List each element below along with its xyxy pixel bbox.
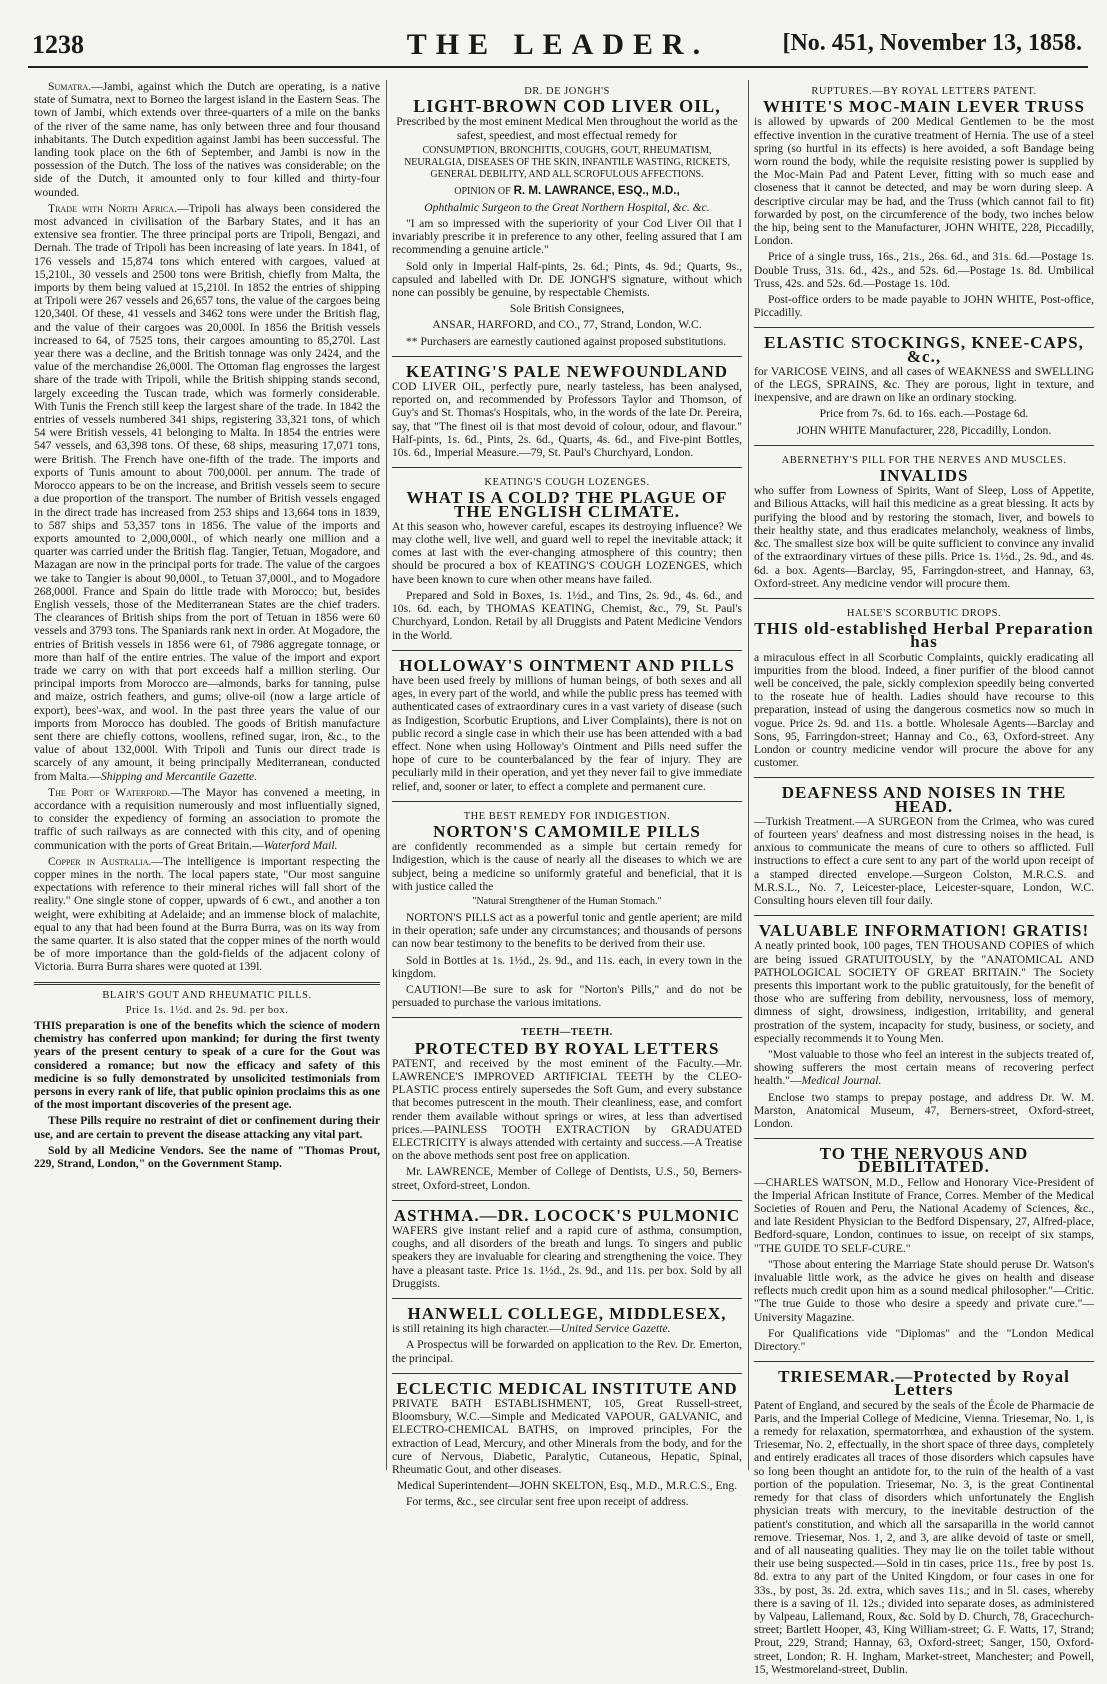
abernethy-title: INVALIDS [879,466,969,486]
ad-valuable-information [754,919,1094,1139]
ad-keating-oil [392,360,742,468]
eclectic-title: ECLECTIC MEDICAL INSTITUTE AND [396,1378,738,1398]
ad-keating-lozenges [392,471,742,650]
ruptures-body: is allowed by upwards of 200 Medical Gentlemen to be the most effective invention in the curative treatment of Hernia. The use of a steel spring (so hurtful in its effects) is here avoided, a soft Bandage being worn round the body, while the requisite resisting power is supplied by the Moc-Main Pad and Patent Lever, fitting with so much ease and closeness that it cannot be detected, and may be worn during sleep. A descriptive circular may be had, and the Truss (which cannot fail to fit) forwarded by post, on the circumference of the body, two inches below the hip, being sent to the Manufacturer, JOHN WHITE, 228, Piccadilly, London. [754,115,1094,248]
ad-dejongh [392,80,742,357]
ruptures-prices: Price of a single truss, 16s., 21s., 26s. 6d., and 31s. 6d.—Postage 1s. Double Truss, 31s. 6d., 42s., and 52s. 6d.—Postage 1s. 8d. Umbilical Truss, 42s. and 52s. 6d.—Postage 1s. 10d. [754,250,1094,290]
copper-heading: Copper in Australia. [48,854,152,868]
norton-sold: Sold in Bottles at 1s. 1½d., 2s. 9d., and 11s. each, in every town in the kingdom. [392,953,742,980]
norton-kicker: THE BEST REMEDY FOR INDIGESTION. [463,810,671,822]
dejongh-kicker: DR. DE JONGH'S [524,86,610,97]
halse-kicker: HALSE'S SCORBUTIC DROPS. [846,607,1002,619]
column-news [34,80,380,1470]
deafness-body: —Turkish Treatment.—A SURGEON from the Crimea, who was cured of fourteen years' deafness and most distressing noises in the head, is anxious to communicate the means of cure to others so afflicted. Full instructions to effect a cure sent to any part of the world upon receipt of a stamped directed envelope.—Surgeon Colston, M.R.C.S. and M.R.S.L., No. 7, Leicester-place, Leicester-square, London, W.C. Consulting hours eleven till four daily. [754,814,1094,907]
valuable-quote-text: "Most valuable to those who feel an interest in the subjects treated of, showing sufferers the most certain means of recovering perfect health."— [754,1048,1094,1088]
ruptures-title: WHITE'S MOC-MAIN LEVER TRUSS [763,97,1085,117]
nervous-qualifications: For Qualifications vide "Diplomas" and the "London Medical Directory." [754,1326,1094,1354]
copper-paragraph [34,855,380,974]
ruptures-orders: Post-office orders to be made payable to JOHN WHITE, Post-office, Piccadilly. [754,293,1094,320]
blair-text-3: Sold by all Medicine Vendors. See the name of "Thomas Prout, 229, Strand, London," on the Government Stamp. [34,1143,380,1171]
elastic-body: for VARICOSE VEINS, and all cases of WEAKNESS and SWELLING of the LEGS, SPRAINS, &c. They are porous, light in texture, and inexpensive, and are drawn on like an ordinary stocking. [754,364,1094,405]
keating-body: COD LIVER OIL, perfectly pure, nearly tasteless, has been analysed, reported on, and recommended by Professors Taylor and Thomson, of Guy's and St. Thomas's Hospitals, who, in the words of the late Dr. Pereira, say, that "The finest oil is that most devoid of colour, odour, and flavour." Half-pints, 1s. 6d., Pints, 2s. 6d., Quarts, 4s. 6d., and Five-pint Bottles, 10s. 6d., Imperial Measure.—79, St. Paul's Churchyard, London. [392,380,742,460]
triesemar-title: TRIESEMAR.—Protected by Royal Letters [778,1367,1070,1400]
dejongh-opinion-name: R. M. LAWRANCE, ESQ., M.D., [513,183,680,197]
dejongh-role: Ophthalmic Surgeon to the Great Northern Hospital, &c. &c. [424,200,710,214]
blair-price: Price 1s. 1½d. and 2s. 9d. per box. [125,1004,289,1016]
dejongh-opinion-label: OPINION OF [454,185,511,197]
waterford-text: —The Mayor has convened a meeting, in accordance with a requisition numerously and most influentially signed, to consider the expediency of forming an association to promote the traffic of such railways as are connected with this city, and of opening communication with the ports of Great Britain.— [34,785,381,852]
waterford-heading: The Port of Waterford. [48,785,171,799]
sumatra-paragraph [34,80,380,199]
page-number: 1238 [32,30,84,59]
teeth-address: Mr. LAWRENCE, Member of College of Dentists, U.S., 50, Berners-street, Oxford-street, London. [392,1165,742,1192]
valuable-body: A neatly printed book, 100 pages, TEN THOUSAND COPIES of which are being issued GRATUITOUSLY, by the "ANATOMICAL AND PATHOLOGICAL SOCIETY OF GREAT BRITAIN." The Society presents this important work to the public gratuitously, for the benefit of those who are suffering from debility, nervousness, loss of memory, dimness of sight, drowsiness, indigestion, irritability, and general prostration of the system, incapacity for study, business, or society, and especially recommends it to Young Men. [754,939,1094,1045]
eclectic-terms: For terms, &c., see circular sent free upon receipt of address. [406,1495,689,1509]
ad-asthma [392,1204,742,1299]
valuable-source: Medical Journal. [801,1074,882,1088]
issue-date: [No. 451, November 13, 1858. [782,30,1082,56]
norton-body: are confidently recommended as a simple but certain remedy for Indigestion, which is the cause of nearly all the diseases to which we are subject, being a medicine so uniformly grateful and beneficial, that it is with justice called the [392,840,742,893]
waterford-source: Waterford Mail. [263,838,338,852]
ad-holloway [392,654,742,802]
hanwell-text: is still retaining its high character.— [392,1322,561,1336]
elastic-price: Price from 7s. 6d. to 16s. each.—Postage 6d. [819,407,1029,421]
norton-body-2: NORTON'S PILLS act as a powerful tonic and gentle aperient; are mild in their operation; safe under any circumstances; and thousands of persons can now bear testimony to the benefits to be derived from their use. [392,910,742,951]
ad-nervous [754,1142,1094,1362]
asthma-title: ASTHMA.—DR. LOCOCK'S PULMONIC [393,1205,741,1225]
sumatra-text: —Jambi, against which the Dutch are operating, is a native state of Sumatra, next to Borneo the largest island in the Eastern Seas. The town of Jambi, which extends over three-quarters of a mile on the banks of the river of the same name, has only between three and four thousand inhabitants. The Dutch expedition against Jambi has been successful. The landing took place on the 6th of September, and Jambi is now in the possession of the Dutch. The loss of the natives was considerable; on the side of the Dutch, it amounted only to four killed and thirty-four wounded. [34,80,380,199]
ad-teeth [392,1021,742,1200]
lozenges-title: WHAT IS A COLD? THE PLAGUE OF THE ENGLISH CLIMATE. [406,488,728,521]
ad-norton [392,805,742,1019]
hanwell-body [392,1322,742,1335]
blair-text: THIS preparation is one of the benefits which the science of modern chemistry has conferred upon mankind; for during the first twenty years of the present century to speak of a cure for the Gout was considered a romance; but now the efficacy and safety of this medicine is so fully demonstrated by unsolicited testimonials from persons in every rank of life, that public opinion proclaims this as one of the most important discoveries of the present age. [34,1019,380,1112]
trade-heading: Trade with North Africa. [48,201,178,215]
trade-source: Shipping and Mercantile Gazette. [100,769,258,783]
holloway-title: HOLLOWAY'S OINTMENT AND PILLS [399,655,735,675]
trade-text: —Tripoli has always been considered the most advanced in civilisation of the Barbary States, and it has an extensive sea frontier. The three principal ports are Tripoli, Bengazi, and Dernah. The trade of Tripoli has been increasing of late years. In 1841, of 176 vessels and 15,874 tons which entered with cargoes, valued at 15,210l., 30 vessels and 2500 tons were British, chiefly from Malta, the imports by them being valued at 15,210l. In 1852 the entries of shipping at Tripoli were 267 vessels and 26,657 tons, the value of the cargoes being 120,340l. Of these, 41 vessels and 3462 tons were under the British flag, and the value of their cargoes was 20,000l. In 1856 the British vessels increased to 64, of 7525 tons, their cargoes amounting to 85,270l. Last year there was a decline, and the British tonnage was only 2424, and the value of the merchandise 26,000l. The Ottoman flag engrosses the largest share of the trade with Tripoli, while the British shipping stands second, largely exceeding the Tuscan trade, which was formerly considerable. With Tunis the French still keep the largest share of the trade. In 1842 the entries of vessels numbered 341 ships, registering 33,321 tons, of which 54 were British vessels, 41 belonging to Malta. In 1854 the entries were 547 vessels, and 63,398 tons. Of these, 68 ships, measuring 17,071 tons, were British. The French have one-fifth of the trade. The imports and exports of Tunis amount to about 700,000l. per annum. The trade of Morocco appears to be on the increase, and British vessels seem to secure a due proportion of the transport. The number of British vessels engaged in the direct trade has increased from 253 ships and 13,664 tons in 1839, to 587 ships and 53,357 tons in 1856. The value of the imports and exports amounted to 2,000,000l., of which nearly one million and a quarter was carried under the British flag. Tangier, Tetuan, Mogadore, and Mazagan are now in the principal ports for trade. The value of the cargoes we take to Tangier is about 90,000l., to Tetuan 37,000l., and to Mogadore 268,000l. France and Spain do little trade with Morocco; but, besides English vessels, those of the Mediterranean States are the chief traders. The clearances of British ships from the port of Tetuan in 1856 were 60 vessels and 3793 tons. The Spaniards rank next in order. At Mogadore, the entries of British vessels in 1856 were 61, of 7986 aggregate tonnage, or more than half of the entire entries. The value of the import and export trade we carry on with that port exceeds half a million sterling. Our principal imports from Morocco are—almonds, barks for tanning, pulse and maize, ostrich feathers, and gums; olive-oil (now a large article of export), bees'-wax, and wool. In the past three years the value of our imports from Morocco has doubled. The goods of British manufacture sent there are chiefly cottons, woollens, refined sugar, iron, &c., to the value of about 132,000l. With Tripoli and Tunis our direct trade is scarcely of any amount, it being principally Mediterranean, conducted from Malta.— [34,201,381,783]
dejongh-intro: Prescribed by the most eminent Medical Men throughout the world as the safest, speediest, and most effectual remedy for [396,115,738,142]
abernethy-kicker: ABERNETHY'S PILL FOR THE NERVES AND MUSCLES. [781,454,1067,466]
valuable-enclose: Enclose two stamps to prepay postage, and address Dr. W. M. Marston, Anatomical Museum, 47, Berners-street, Oxford-street, London. [754,1090,1094,1131]
ad-deafness [754,781,1094,916]
sumatra-heading: Sumatra. [48,80,92,93]
lozenges-kicker: KEATING'S COUGH LOZENGES. [484,477,650,489]
column-advertisements-2 [754,80,1094,1676]
abernethy-body: who suffer from Lowness of Spirits, Want of Sleep, Loss of Appetite, and Bilious Attacks, will hail this medicine as a great blessing. It acts by purifying the blood and by restoring the stomach, liver, and bowels to their healthy state, and thus eradicates melancholy, weakness of limbs, &c. The smallest size box will be quite sufficient to convince any invalid of the extraordinary virtues of these pills. Price 1s. 1½d., 2s. 9d., and 4s. 6d. a box. Agents—Barclay, 95, Farringdon-street, and Hannay, 63, Oxford-street. Any medicine vendor will procure them. [754,484,1094,590]
elastic-title: ELASTIC STOCKINGS, KNEE-CAPS, &c., [764,333,1084,366]
valuable-quote [754,1048,1094,1088]
dejongh-sold: Sold only in Imperial Half-pints, 2s. 6d.; Pints, 4s. 9d.; Quarts, 9s., capsuled and labelled with Dr. DE JONGH'S signature, without which none can possibly be genuine, by respectable Chemists. [392,259,742,300]
dejongh-quote: "I am so impressed with the superiority of your Cod Liver Oil that I invariably prescribe it in preference to any other, feeling assured that I am recommending a genuine article." [392,217,742,257]
blair-title: BLAIR'S GOUT AND RHEUMATIC PILLS. [102,989,312,1001]
eclectic-superintendent: Medical Superintendent—JOHN SKELTON, Esq., M.D., M.R.C.S., Eng. [396,1479,738,1493]
column-rule [748,80,749,1470]
lozenges-sold: Prepared and Sold in Boxes, 1s. 1½d., and Tins, 2s. 9d., 4s. 6d., and 10s. 6d. each, by THOMAS KEATING, Chemist, &c., 79, St. Paul's Churchyard, London. Retail by all Druggists and Patent Medicine Vendors in the World. [392,588,742,642]
elastic-maker: JOHN WHITE Manufacturer, 228, Piccadilly, London. [796,423,1052,437]
eclectic-body: PRIVATE BATH ESTABLISHMENT, 105, Great Russell-street, Bloomsbury, W.C.—Simple and Medicated VAPOUR, GALVANIC, and ELECTRO-CHEMICAL BATHS, on improved principles, For the extraction of Lead, Mercury, and other Minerals from the body, and for the cure of Nervous, Diabetic, Paralytic, Cutaneous, Hepatic, Spinal, Rheumatic Gout, and other diseases. [392,1397,742,1477]
ad-hanwell [392,1302,742,1374]
ad-triesemar [754,1365,1094,1684]
norton-title: NORTON'S CAMOMILE PILLS [433,821,701,841]
hanwell-title: HANWELL COLLEGE, MIDDLESEX, [407,1304,727,1324]
ruptures-kicker: RUPTURES.—BY ROYAL LETTERS PATENT. [811,86,1037,97]
copper-text: —The intelligence is important respecting the copper mines in the north. The local papers state, "Our most sanguine expectations with reference to their mineral riches will fall short of the reality." One single stone of copper, upwards of 6 cwt., and another a ton weight, were exhibiting at Adelaide; and an immense block of malachite, equal to any that had been found at the Burra Burra, was on its way from the same quarter. It is also stated that the copper mines of the north would be of more importance than the gold-fields of the adjacent colony of Victoria. Burra Burra shares were quoted at 139l. [34,854,381,974]
teeth-title: PROTECTED BY ROYAL LETTERS [414,1038,720,1058]
ad-abernethy [754,449,1094,599]
halse-body: a miraculous effect in all Scorbutic Complaints, quickly eradicating all impurities from the blood. Indeed, a finer purifier of the blood cannot well be conceived, the pale, sickly complexion speedily being converted to the roseate hue of health. Ladies should have recourse to this preparation, instead of using the dangerous cosmetics now so much in vogue. Price 2s. 9d. and 11s. a bottle. Wholesale Agents—Barclay and Sons, 95, Farringdon-street; Hannay and Co., 63, Oxford-street. Any London or country medicine vendor will procure the above for any customer. [754,650,1094,770]
dejongh-title: LIGHT-BROWN COD LIVER OIL, [413,96,721,117]
masthead-title: THE LEADER. [406,28,710,61]
ad-eclectic [392,1377,742,1517]
triesemar-body: Patent of England, and secured by the seals of the École de Pharmacie de Paris, and the Imperial College of Medicine, Vienna. Triesemar, No. 1, is a remedy for relaxation, spermatorrhœa, and exhaustion of the system. Triesemar, No. 2, effectually, in the short space of three days, completely and entirely eradicates all traces of those disorders which capsules have so long been thought an antidote for, to the ruin of the health of a vast portion of the population. Triesemar, No. 3, is the great Continental remedy for that class of disorders which unfortunately the English physician treats with mercury, to the inevitable destruction of the patient's constitution, and which all the sarsaparilla in the world cannot remove. Triesemar, Nos. 1, 2, and 3, are alike devoid of taste or smell, and of all nauseating qualities. They may lie on the toilet table without their use being suspected.—Sold in tin cases, price 11s., free by post 1s. 8d. extra to any part of the United Kingdom, or four cases in one for 33s., by post, 3s. 2d. extra, which saves 11s.; and in 5l. cases, whereby there is a saving of 1l. 12s.; divided into separate doses, as administered by Valpeau, Lallemand, Roux, &c. Sold by D. Church, 78, Gracechurch-street; Bartlett Hooper, 43, King William-street; G. F. Watts, 17, Strand; Prout, 229, Strand; Hannay, 63, Oxford-street; Sanger, 150, Oxford-street, London; R. H. Ingham, Market-street, Manchester; and Powell, 15, Westmoreland-street, Dublin. [754,1398,1094,1676]
halse-title: THIS old-established Herbal Preparation has [754,619,1094,652]
nervous-quote: "Those about entering the Marriage State should peruse Dr. Watson's invaluable little work, as the advice he gives on health and disease reflects much credit upon him as a sound medical philosopher."—Critic. "The true Guide to those who desire a speedy and private cure."—University Magazine. [754,1257,1094,1324]
column-advertisements-1 [392,80,742,1509]
blair-text-2: These Pills require no restraint of diet or confinement during their use, and are certain to prevent the disease attacking any vital part. [34,1114,380,1141]
holloway-body: have been used freely by millions of human beings, of both sexes and all ages, in every part of the world, and while the public press has teemed with authenticated cases of extraordinary cures in a vast variety of disease (such as Indigestion, Scorbutic Eruptions, and Liver Complaints), there is not on public record a single case in which their use has been attended with a bad effect. None when using Holloway's Ointment and Pills need suffer the hope of cure to be counterbalanced by the fear of injury. They are peculiarly mild in their operation, and yet they never fail to give immediate relief, and, sooner or later, to effect a complete and permanent cure. [392,673,742,793]
norton-caution: CAUTION!—Be sure to ask for "Norton's Pills," and do not be persuaded to purchase the various imitations. [392,982,742,1010]
asthma-body: WAFERS give instant relief and a rapid cure of asthma, consumption, coughs, and all disorders of the breath and lungs. To singers and public speakers they are invaluable for clearing and strengthening the voice. They have a pleasant taste. Price 1s. 1½d., 2s. 9d., and 11s. per box. Sold by all Druggists. [392,1224,742,1290]
hanwell-body-2: A Prospectus will be forwarded on application to the Rev. Dr. Emerton, the principal. [392,1338,742,1365]
valuable-title: VALUABLE INFORMATION! GRATIS! [758,921,1090,941]
waterford-paragraph [34,786,380,852]
dejongh-address: ANSAR, HARFORD, and CO., 77, Strand, London, W.C. [432,318,702,332]
deafness-title: DEAFNESS AND NOISES IN THE HEAD. [781,783,1067,816]
ad-halse [754,602,1094,778]
section-divider [34,982,380,985]
teeth-kicker: TEETH—TEETH. [521,1027,613,1039]
hanwell-source: United Service Gazette. [560,1322,671,1336]
column-rule [386,80,387,1470]
lozenges-body: At this season who, however careful, escapes its destroying influence? We may clothe well, live well, and guard well to repel the inevitable attack; it comes at last with the ever-changing atmosphere of this country; then should be procured a box of KEATING'S COUGH LOZENGES, which have been known to cure when other means have failed. [392,519,742,586]
teeth-body: PATENT, and received by the most eminent of the Faculty.—Mr. LAWRENCE'S IMPROVED ARTIFICIAL TEETH by the CLEO-PLASTIC process entirely supersedes the Soft Gum, and every substance that becomes putrescent in the mouth. Their cleanliness, ease, and comfort render them available without springs or wires, at less than advertised prices.—PAINLESS TOOTH EXTRACTION by GRADUATED ELECTRICITY is always attended with certainty and success.—A Treatise on the above methods sent post free on application. [392,1056,742,1163]
trade-paragraph [34,202,380,783]
dejongh-consignees: Sole British Consignees, [509,302,625,316]
dejongh-caution: ** Purchasers are earnestly cautioned against proposed substitutions. [406,334,727,348]
ad-elastic-stockings [754,331,1094,445]
nervous-title: TO THE NERVOUS AND DEBILITATED. [819,1144,1029,1177]
dejongh-opinion [392,184,742,198]
keating-title: KEATING'S PALE NEWFOUNDLAND [405,361,728,381]
norton-called: "Natural Strengthener of the Human Stomach." [472,895,662,907]
nervous-body: —CHARLES WATSON, M.D., Fellow and Honorary Vice-President of the Imperial African Institute of France, Corres. Member of the Medical Societies of Rouen and Peru, the National Academy of Sciences, &c., and late Resident Physician to the Bedford Dispensary, 27, Alfred-place, Bedford-square, London, continues to issue, on receipt of six stamps, "THE GUIDE TO SELF-CURE." [754,1175,1094,1255]
ad-white-truss [754,80,1094,328]
page-header [28,26,1088,68]
dejongh-list: CONSUMPTION, BRONCHITIS, COUGHS, GOUT, RHEUMATISM, NEURALGIA, DISEASES OF THE SKIN, INFANTILE WASTING, RICKETS, GENERAL DEBILITY, AND ALL SCROFULOUS AFFECTIONS. [404,144,730,180]
